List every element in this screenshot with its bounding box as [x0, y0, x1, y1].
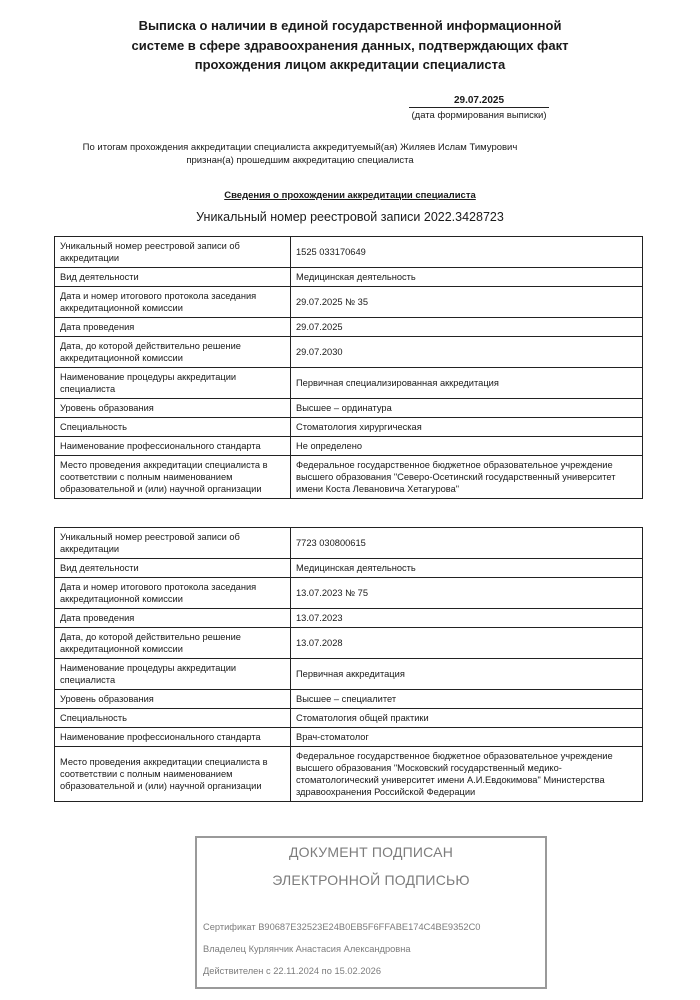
table-row [55, 659, 643, 690]
row-label: Специальность [55, 709, 291, 728]
intro-line-1: По итогам прохождения аккредитации специалиста аккредитуемый(ая) Жиляев Ислам Тимурович [82, 142, 518, 153]
row-value: Стоматология хирургическая [291, 418, 643, 437]
row-label: Наименование процедуры аккредитации специалиста [55, 659, 291, 690]
table-row [55, 368, 643, 399]
row-label: Вид деятельности [55, 559, 291, 578]
row-value: 1525 033170649 [291, 237, 643, 268]
row-value: Стоматология общей практики [291, 709, 643, 728]
row-value: 13.07.2028 [291, 628, 643, 659]
row-value: 29.07.2025 [291, 318, 643, 337]
row-value: 29.07.2025 № 35 [291, 287, 643, 318]
row-label: Дата и номер итогового протокола заседания аккредитационной комиссии [55, 578, 291, 609]
row-value: 13.07.2023 № 75 [291, 578, 643, 609]
issue-date: 29.07.2025 [409, 95, 549, 108]
table-row [55, 609, 643, 628]
row-value: 29.07.2030 [291, 337, 643, 368]
row-label: Наименование процедуры аккредитации специалиста [55, 368, 291, 399]
table-row [55, 456, 643, 499]
intro-line-2: признан(а) прошедшим аккредитацию специалиста [186, 155, 414, 166]
table-row [55, 559, 643, 578]
table-row [55, 690, 643, 709]
row-value: Не определено [291, 437, 643, 456]
signature-certificate: Сертификат B90687E32523E24B0EB5F6FFABE174C4BE9352C0 [203, 922, 481, 932]
signature-heading-2: ЭЛЕКТРОННОЙ ПОДПИСЬЮ [272, 872, 470, 888]
row-value: Высшее – специалитет [291, 690, 643, 709]
row-label: Уровень образования [55, 399, 291, 418]
table-row [55, 318, 643, 337]
table-row [55, 287, 643, 318]
row-label: Вид деятельности [55, 268, 291, 287]
issue-date-caption: (дата формирования выписки) [411, 110, 547, 121]
row-label: Место проведения аккредитации специалиста в соответствии с полным наименованием образовательной и (или) научной организации [55, 747, 291, 802]
table-row [55, 418, 643, 437]
accreditation-record-table [54, 236, 643, 499]
electronic-signature-stamp [195, 836, 547, 989]
title-line: прохождения лицом аккредитации специалиста [194, 57, 506, 72]
row-label: Уровень образования [55, 690, 291, 709]
title-line: системе в сфере здравоохранения данных, подтверждающих факт [131, 37, 569, 53]
table-row [55, 728, 643, 747]
row-label: Наименование профессионального стандарта [55, 437, 291, 456]
row-value: Медицинская деятельность [291, 559, 643, 578]
signature-owner: Владелец Курлянчик Анастасия Александровна [203, 944, 411, 954]
table-row [55, 628, 643, 659]
row-label: Дата и номер итогового протокола заседания аккредитационной комиссии [55, 287, 291, 318]
row-label: Дата, до которой действительно решение аккредитационной комиссии [55, 337, 291, 368]
section-heading: Сведения о прохождении аккредитации специалиста [224, 190, 476, 201]
row-label: Наименование профессионального стандарта [55, 728, 291, 747]
row-value: 7723 030800615 [291, 528, 643, 559]
table-row [55, 337, 643, 368]
signature-heading-1: ДОКУМЕНТ ПОДПИСАН [288, 844, 454, 860]
title-line: Выписка о наличии в единой государственной информационной [138, 18, 562, 33]
row-label: Место проведения аккредитации специалиста в соответствии с полным наименованием образовательной и (или) научной организации [55, 456, 291, 499]
registry-number: Уникальный номер реестровой записи 2022.3428723 [196, 210, 504, 224]
table-row [55, 578, 643, 609]
row-value: Федеральное государственное бюджетное образовательное учреждение высшего образования "Северо-Осетинский государственный университет имени Коста Левановича Хетагурова" [291, 456, 643, 499]
row-value: Федеральное государственное бюджетное образовательное учреждение высшего образования "Московский государственный медико-стоматологический университет имени А.И.Евдокимова" Министерства здравоохранения Российской Федерации [291, 747, 643, 802]
row-value: Медицинская деятельность [291, 268, 643, 287]
intro-statement [50, 141, 550, 167]
table-row [55, 399, 643, 418]
row-value: Высшее – ординатура [291, 399, 643, 418]
row-label: Дата проведения [55, 318, 291, 337]
row-value: Первичная специализированная аккредитация [291, 368, 643, 399]
table-row [55, 237, 643, 268]
row-label: Уникальный номер реестровой записи об аккредитации [55, 528, 291, 559]
row-label: Дата, до которой действительно решение аккредитационной комиссии [55, 628, 291, 659]
table-row [55, 709, 643, 728]
table-row [55, 268, 643, 287]
table-row [55, 437, 643, 456]
accreditation-record-table [54, 527, 643, 802]
row-value: Первичная аккредитация [291, 659, 643, 690]
issue-date-block [409, 95, 549, 121]
row-value: 13.07.2023 [291, 609, 643, 628]
row-label: Специальность [55, 418, 291, 437]
table-row [55, 747, 643, 802]
row-label: Дата проведения [55, 609, 291, 628]
signature-validity: Действителен с 22.11.2024 по 15.02.2026 [203, 966, 381, 976]
table-row [55, 528, 643, 559]
row-label: Уникальный номер реестровой записи об аккредитации [55, 237, 291, 268]
document-title [100, 16, 600, 75]
row-value: Врач-стоматолог [291, 728, 643, 747]
